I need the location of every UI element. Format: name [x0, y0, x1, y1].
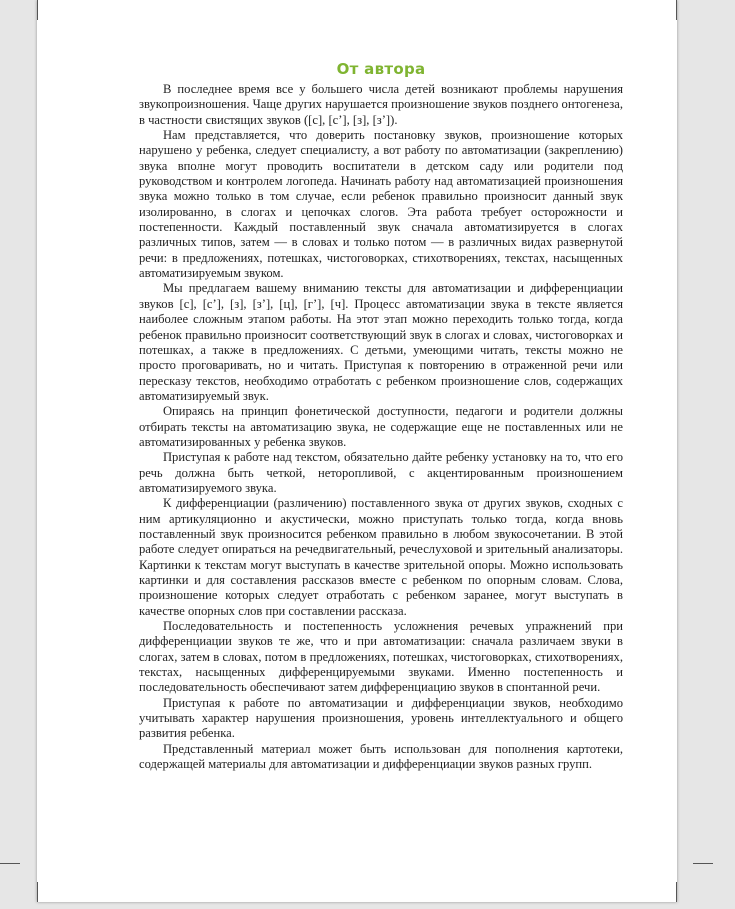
crop-mark-top-left — [37, 0, 38, 20]
paragraph-4: Опираясь на принцип фонетической доступности, педагоги и родители должны отбирать тексты на автоматизацию звука, не содержащие еще не поставленных или не автоматизированных у ребенка звуков. — [139, 404, 623, 449]
paragraph-3: Мы предлагаем вашему вниманию тексты для автоматизации и дифференциации звуков [с], [с’], [з], [з’], [ц], [г’], [ч]. Процесс автоматизации звука в тексте является наиболее сложным этапом работы. На этот этап можно переходить только тогда, когда ребенок правильно произносит соответствующий звук в слогах и словах, чистоговорках и потешках, а также в предложениях. С детьми, умеющими читать, тексты можно не просто проговаривать, но и читать. Приступая к повторению в отраженной речи или пересказу текстов, необходимо отработать с ребенком произношение слов, содержащих автоматизируемый звук. — [139, 281, 623, 403]
paragraph-9: Представленный материал может быть использован для пополнения картотеки, содержащей материалы для автоматизации и дифференциации звуков разных групп. — [139, 741, 623, 772]
paragraph-1: В последнее время все у большего числа детей возникают проблемы нарушения звукопроизношения. Чаще других нарушается произношение звуков позднего онтогенеза, в частности свистящих звуков ([с], [с’], [з], [з’]). — [139, 82, 623, 127]
document-content — [139, 58, 623, 772]
crop-mark-bottom-right — [693, 863, 713, 864]
paragraph-2: Нам представляется, что доверить постановку звуков, произношение которых нарушено у ребенка, следует специалисту, а вот работу по автоматизации (закреплению) звука вполне могут проводить воспитатели в детском саду или родители под руководством и контролем логопеда. Начинать работу над автоматизацией произношения звука можно только в том случае, если ребенок правильно произносит данный звук изолированно, в слогах и цепочках слогов. Эта работа требует осторожности и постепенности. Каждый поставленный звук сначала автоматизируется в слогах различных типов, затем — в словах и только потом — в различных видах развернутой речи: в предложениях, потешках, чистоговорках, стихотворениях, текстах, насыщенных автоматизируемым звуком. — [139, 128, 623, 281]
paragraph-7: Последовательность и постепенность усложнения речевых упражнений при дифференциации звуков те же, что и при автоматизации: сначала различаем звуки в слогах, затем в словах, потом в предложениях, потешках, чистоговорках, стихотворениях, текстах, насыщенных дифференцируемыми звуками. Именно постепенность и последовательность обеспечивают затем дифференциацию звуков в спонтанной речи. — [139, 619, 623, 695]
crop-mark-bottom-left — [0, 863, 20, 864]
crop-mark-bottom-left-v — [37, 882, 38, 902]
paragraph-6: К дифференциации (различению) поставленного звука от других звуков, сходных с ним артикуляционно и акустически, можно приступать только тогда, когда вновь поставленный звук произносится ребенком правильно в любом звукосочетании. В этой работе следует опираться на речедвигательный, речеслуховой и зрительный анализаторы. Картинки к текстам могут выступать в качестве зрительной опоры. Можно использовать картинки и для составления рассказов вместе с ребенком по опорным словам. Слова, произношение которых следует отработать с ребенком заранее, могут выступать в качестве опорных слов при составлении рассказа. — [139, 496, 623, 618]
document-page — [37, 0, 677, 902]
crop-mark-bottom-right-v — [676, 882, 677, 902]
paragraph-5: Приступая к работе над текстом, обязательно дайте ребенку установку на то, что его речь должна быть четкой, неторопливой, с акцентированным произношением автоматизируемого звука. — [139, 450, 623, 495]
paragraph-8: Приступая к работе по автоматизации и дифференциации звуков, необходимо учитывать характер нарушения произношения, уровень интеллектуального и общего развития ребенка. — [139, 695, 623, 741]
page-title: От автора — [336, 60, 426, 78]
crop-mark-top-right — [676, 0, 677, 20]
